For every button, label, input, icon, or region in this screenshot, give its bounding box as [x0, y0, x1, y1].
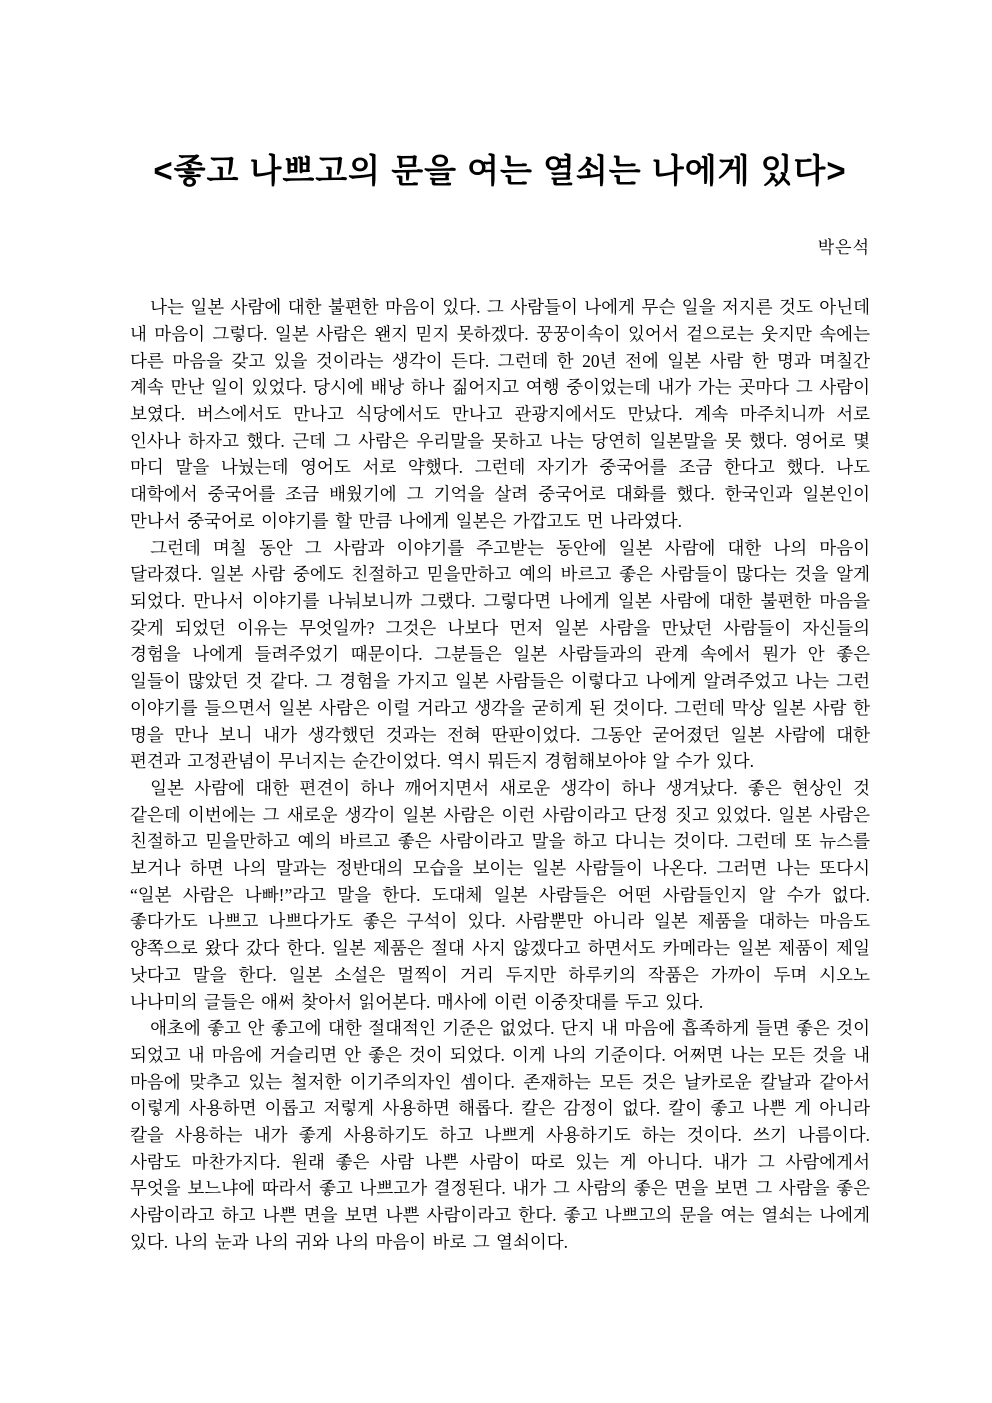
paragraph-3: 일본 사람에 대한 편견이 하나 깨어지면서 새로운 생각이 하나 생겨났다. 좋은 현상인 것 같은데 이번에는 그 새로운 생각이 일본 사람은 이런 사람이라고 단정 짓고 있었다. 일본 사람은 친절하고 믿을만하고 예의 바르고 좋은 사람이라고 말을 하고 다니는 것이다. 그런데 또 뉴스를 보거나 하면 나의 말과는 정반대의 모습을 보이는 일본 사람들이 나온다. 그러면 나는 또다시 “일본 사람은 나빠!”라고 말을 한다. 도대체 일본 사람들은 어떤 사람들인지 알 수가 없다. 좋다가도 나쁘고 나쁘다가도 좋은 구석이 있다. 사람뿐만 아니라 일본 제품을 대하는 마음도 양쪽으로 왔다 갔다 한다. 일본 제품은 절대 사지 않겠다고 하면서도 카메라는 일본 제품이 제일 낫다고 말을 한다. 일본 소설은 멀찍이 거리 두지만 하루키의 작품은 가까이 두며 시오노 나나미의 글들은 애써 찾아서 읽어본다. 매사에 이런 이중잣대를 두고 있다. — [130, 777, 870, 1012]
document-title: <좋고 나쁘고의 문을 여는 열쇠는 나에게 있다> — [153, 152, 847, 189]
paragraph-4: 애초에 좋고 안 좋고에 대한 절대적인 기준은 없었다. 단지 내 마음에 흡족하게 들면 좋은 것이 되었고 내 마음에 거슬리면 안 좋은 것이 되었다. 이게 나의 기준이다. 어쩌면 나는 모든 것을 내 마음에 맞추고 있는 철저한 이기주의자인 셈이다. 존재하는 모든 것은 날카로운 칼날과 같아서 이렇게 사용하면 이롭고 저렇게 사용하면 해롭다. 칼은 감정이 없다. 칼이 좋고 나쁜 게 아니라 칼을 사용하는 내가 좋게 사용하기도 하고 나쁘게 사용하기도 하는 것이다. 쓰기 나름이다. 사람도 마찬가지다. 원래 좋은 사람 나쁜 사람이 따로 있는 게 아니다. 내가 그 사람에게서 무엇을 보느냐에 따라서 좋고 나쁘고가 결정된다. 내가 그 사람의 좋은 면을 보면 그 사람을 좋은 사람이라고 하고 나쁜 면을 보면 나쁜 사람이라고 한다. 좋고 나쁘고의 문을 여는 열쇠는 나에게 있다. 나의 눈과 나의 귀와 나의 마음이 바로 그 열쇠이다. — [130, 1018, 870, 1252]
author-name: 박은석 — [817, 238, 870, 258]
paragraph-2: 그런데 며칠 동안 그 사람과 이야기를 주고받는 동안에 일본 사람에 대한 나의 마음이 달라졌다. 일본 사람 중에도 친절하고 믿을만하고 예의 바르고 좋은 사람들이 많다는 것을 알게 되었다. 만나서 이야기를 나눠보니까 그랬다. 그렇다면 나에게 일본 사람에 대한 불편한 마음을 갖게 되었던 이유는 무엇일까? 그것은 나보다 먼저 일본 사람을 만났던 사람들이 자신들의 경험을 나에게 들려주었기 때문이다. 그분들은 일본 사람들과의 관계 속에서 뭔가 안 좋은 일들이 많았던 것 같다. 그 경험을 가지고 일본 사람들은 이렇다고 나에게 알려주었고 나는 그런 이야기를 들으면서 일본 사람은 이럴 거라고 생각을 굳히게 된 것이다. 그런데 막상 일본 사람 한 명을 만나 보니 내가 생각했던 것과는 전혀 딴판이었다. 그동안 굳어졌던 일본 사람에 대한 편견과 고정관념이 무너지는 순간이었다. 역시 뭐든지 경험해보아야 알 수가 있다. — [130, 537, 870, 772]
document-body — [130, 294, 870, 1255]
paragraph-1: 나는 일본 사람에 대한 불편한 마음이 있다. 그 사람들이 나에게 무슨 일을 저지른 것도 아닌데 내 마음이 그렇다. 일본 사람은 왠지 믿지 못하겠다. 꿍꿍이속이 있어서 겉으로는 웃지만 속에는 다른 마음을 갖고 있을 것이라는 생각이 든다. 그런데 한 20년 전에 일본 사람 한 명과 며칠간 계속 만난 일이 있었다. 당시에 배낭 하나 짊어지고 여행 중이었는데 내가 가는 곳마다 그 사람이 보였다. 버스에서도 만나고 식당에서도 만나고 관광지에서도 만났다. 계속 마주치니까 서로 인사나 하자고 했다. 근데 그 사람은 우리말을 못하고 나는 당연히 일본말을 못 했다. 영어로 몇 마디 말을 나눴는데 영어도 서로 약했다. 그런데 자기가 중국어를 조금 한다고 했다. 나도 대학에서 중국어를 조금 배웠기에 그 기억을 살려 중국어로 대화를 했다. 한국인과 일본인이 만나서 중국어로 이야기를 할 만큼 나에게 일본은 가깝고도 먼 나라였다. — [130, 297, 870, 531]
